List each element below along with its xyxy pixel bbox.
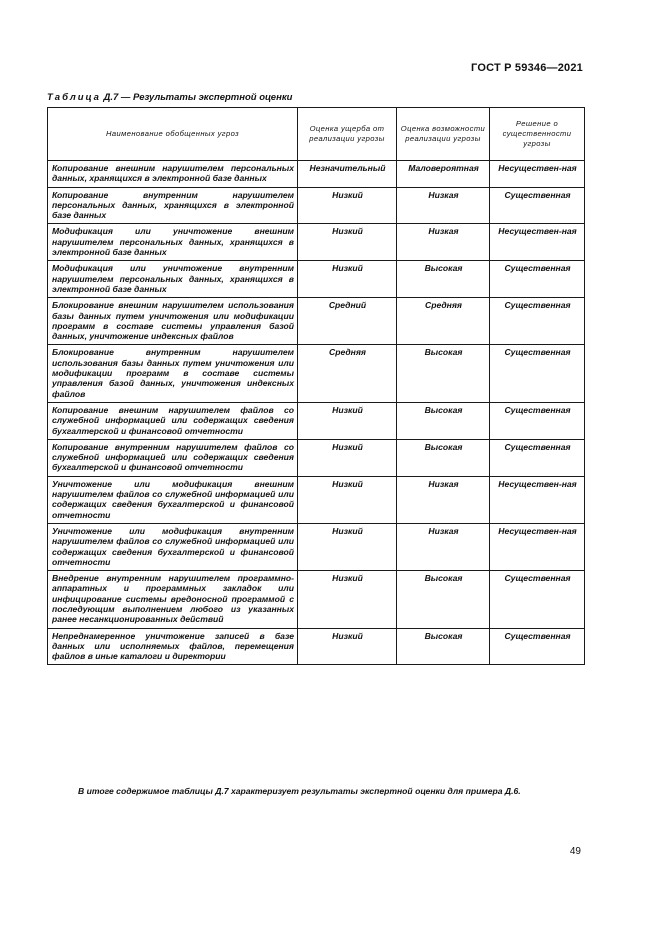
decision-cell: Существенная (490, 187, 585, 224)
damage-cell: Средняя (298, 345, 397, 402)
decision-cell: Несуществен-ная (490, 523, 585, 570)
damage-cell: Низкий (298, 571, 397, 628)
threat-name-cell: Модификация или уничтожение внутренним нарушителем персональных данных, хранящихся в электронной базе данных (48, 261, 298, 298)
damage-cell: Низкий (298, 187, 397, 224)
threat-name-cell: Внедрение внутренним нарушителем программно-аппаратных и программных закладок или инфицирование системы вредоносной программой с последующим выполнением любого из указанных ранее несанкционированных действий (48, 571, 298, 628)
possibility-cell: Высокая (397, 345, 490, 402)
possibility-cell: Средняя (397, 298, 490, 345)
threat-name-cell: Копирование внутренним нарушителем персональных данных, хранящихся в электронной базе данных (48, 187, 298, 224)
damage-cell: Низкий (298, 476, 397, 523)
threat-name-cell: Копирование внутренним нарушителем файлов со служебной информацией или содержащих сведения бухгалтерской и финансовой отчетности (48, 439, 298, 476)
threat-name-cell: Копирование внешним нарушителем файлов со служебной информацией или содержащих сведения бухгалтерской и финансовой отчетности (48, 402, 298, 439)
caption-title: Д.7 — Результаты экспертной оценки (100, 92, 293, 103)
header-decision: Решение о существенности угрозы (490, 108, 585, 161)
standard-code: ГОСТ Р 59346—2021 (471, 62, 583, 74)
threat-name-cell: Модификация или уничтожение внешним нарушителем персональных данных, хранящихся в электронной базе данных (48, 224, 298, 261)
damage-cell: Низкий (298, 439, 397, 476)
decision-cell: Существенная (490, 345, 585, 402)
table-row (48, 187, 585, 224)
threat-name-cell: Уничтожение или модификация внутренним нарушителем файлов со служебной информацией или содержащих сведения бухгалтерской и финансовой отчетности (48, 523, 298, 570)
possibility-cell: Высокая (397, 402, 490, 439)
table-row (48, 571, 585, 628)
table-row (48, 345, 585, 402)
damage-cell: Низкий (298, 402, 397, 439)
damage-cell: Низкий (298, 628, 397, 665)
table-row (48, 261, 585, 298)
decision-cell: Существенная (490, 439, 585, 476)
table-row (48, 523, 585, 570)
table-header-row (48, 108, 585, 161)
header-possibility: Оценка возможности реализации угрозы (397, 108, 490, 161)
damage-cell: Низкий (298, 523, 397, 570)
header-damage: Оценка ущерба от реализации угрозы (298, 108, 397, 161)
threat-name-cell: Копирование внешним нарушителем персональных данных, хранящихся в электронной базе данных (48, 161, 298, 188)
table-row (48, 298, 585, 345)
damage-cell: Средний (298, 298, 397, 345)
possibility-cell: Низкая (397, 523, 490, 570)
threat-name-cell: Блокирование внешним нарушителем использования базы данных путем уничтожения или модификации программ в составе системы управления базой данных, уничтожение индексных файлов (48, 298, 298, 345)
possibility-cell: Низкая (397, 224, 490, 261)
decision-cell: Существенная (490, 628, 585, 665)
table-caption (47, 92, 292, 103)
possibility-cell: Высокая (397, 439, 490, 476)
table-row (48, 439, 585, 476)
table-row (48, 476, 585, 523)
decision-cell: Существенная (490, 298, 585, 345)
header-threat-name: Наименование обобщенных угроз (48, 108, 298, 161)
expert-evaluation-table (47, 107, 585, 665)
possibility-cell: Высокая (397, 571, 490, 628)
decision-cell: Несуществен-ная (490, 161, 585, 188)
threat-name-cell: Уничтожение или модификация внешним нарушителем файлов со служебной информацией или содержащих сведения бухгалтерской и финансовой отчетности (48, 476, 298, 523)
damage-cell: Низкий (298, 224, 397, 261)
possibility-cell: Высокая (397, 628, 490, 665)
table-row (48, 628, 585, 665)
decision-cell: Существенная (490, 402, 585, 439)
table-row (48, 224, 585, 261)
decision-cell: Несуществен-ная (490, 476, 585, 523)
decision-cell: Существенная (490, 261, 585, 298)
damage-cell: Низкий (298, 261, 397, 298)
table-body (48, 161, 585, 665)
possibility-cell: Низкая (397, 476, 490, 523)
damage-cell: Незначительный (298, 161, 397, 188)
decision-cell: Несуществен-ная (490, 224, 585, 261)
threat-name-cell: Непреднамеренное уничтожение записей в базе данных или исполняемых файлов, перемещения файлов в иные каталоги и директории (48, 628, 298, 665)
table-row (48, 161, 585, 188)
page-number: 49 (569, 846, 581, 857)
possibility-cell: Низкая (397, 187, 490, 224)
possibility-cell: Маловероятная (397, 161, 490, 188)
summary-text: В итоге содержимое таблицы Д.7 характеризует результаты экспертной оценки для примера Д.6. (78, 786, 521, 796)
caption-label: Таблица (47, 92, 101, 103)
decision-cell: Существенная (490, 571, 585, 628)
possibility-cell: Высокая (397, 261, 490, 298)
table-row (48, 402, 585, 439)
threat-name-cell: Блокирование внутренним нарушителем использования базы данных путем уничтожения или модификации программ в составе системы управления базой данных, уничтожения индексных файлов (48, 345, 298, 402)
